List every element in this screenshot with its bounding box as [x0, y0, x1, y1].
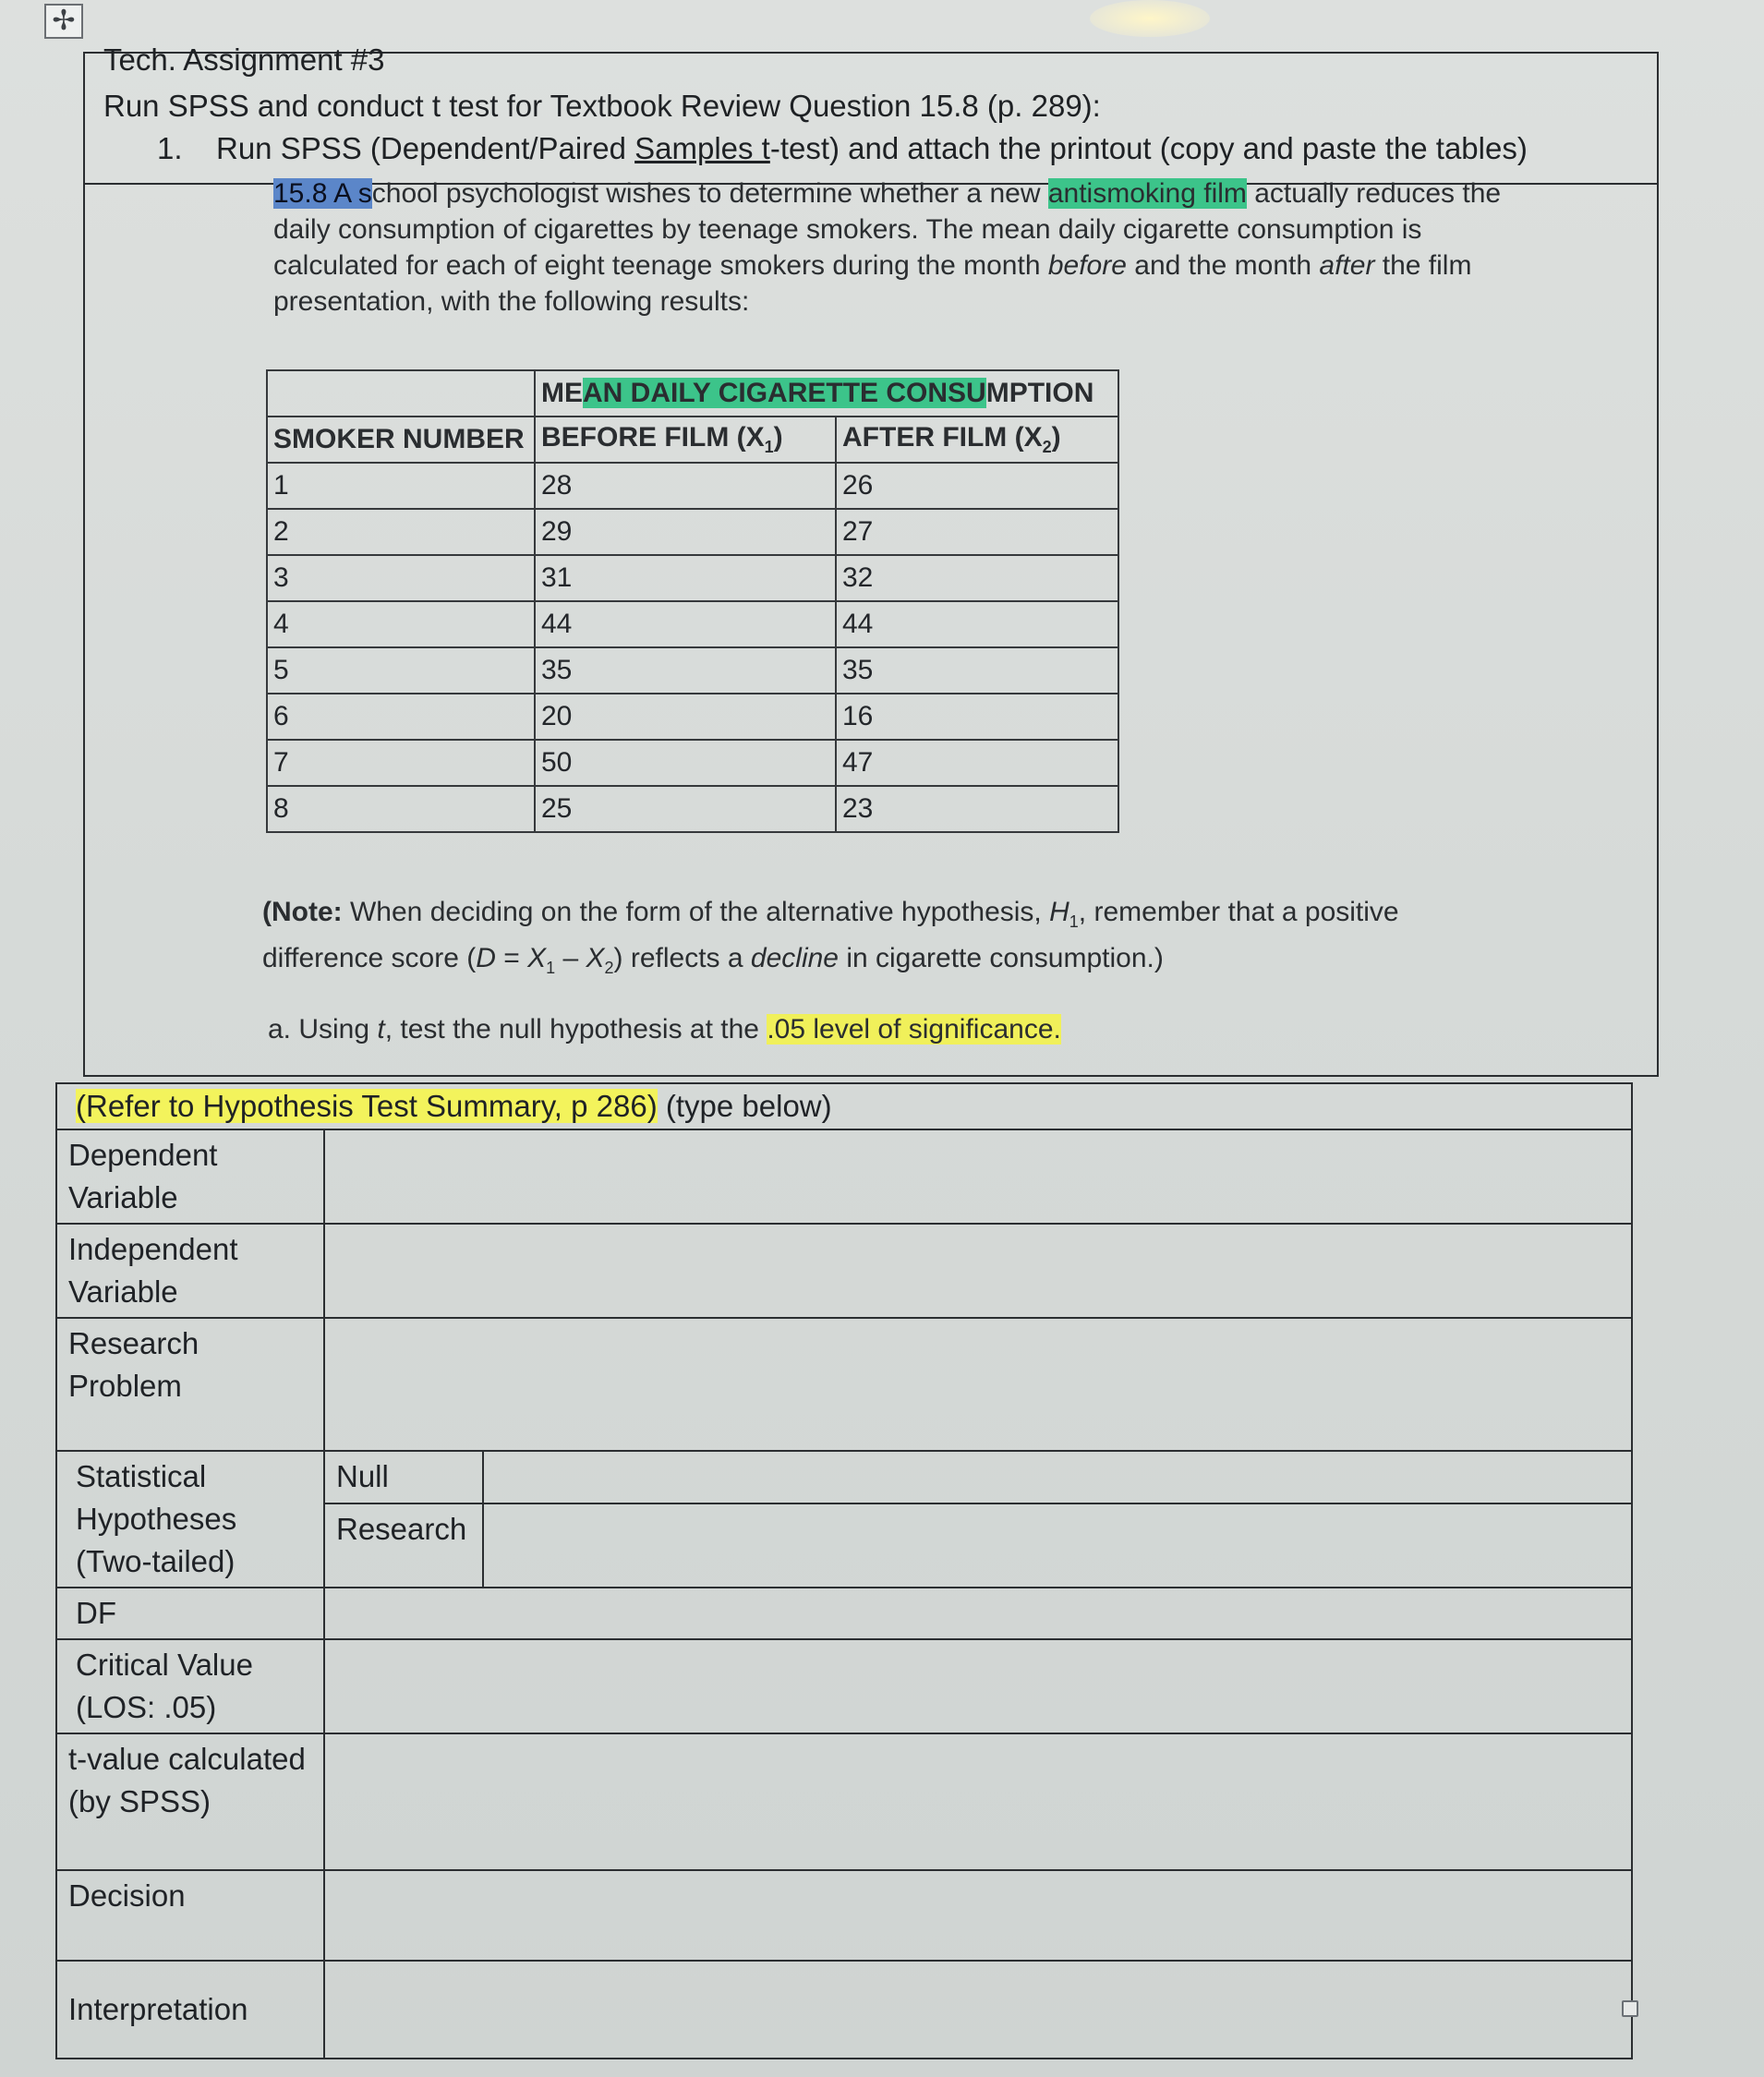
col-header-smoker: SMOKER NUMBER [267, 417, 535, 463]
table-column-header-row [267, 417, 1118, 463]
note-x2: X [586, 943, 605, 973]
note-x1-sub: 1 [546, 959, 556, 977]
smoker-number: 5 [267, 647, 535, 694]
question-a-prefix: a. Using [268, 1014, 378, 1045]
after-value: 44 [836, 601, 1118, 647]
hypothesis-note [262, 894, 1481, 986]
dependent-answer-field[interactable] [324, 1129, 1632, 1224]
table-row [267, 509, 1118, 555]
col-after-paren: ) [1051, 422, 1061, 453]
step-text-underlined: Samples t [634, 131, 770, 165]
independent-label: Independent Variable [56, 1224, 324, 1318]
note-decline: decline [750, 943, 839, 973]
decision-label: Decision [56, 1870, 324, 1961]
problem-text-1: chool psychologist wishes to determine whether a new [371, 178, 1048, 209]
note-text-4: in cigarette consumption.) [838, 943, 1164, 973]
smoker-number: 1 [267, 463, 535, 509]
col-header-after [836, 417, 1118, 463]
before-value: 28 [535, 463, 836, 509]
before-value: 29 [535, 509, 836, 555]
smoker-number: 8 [267, 786, 535, 832]
null-hypothesis-row [56, 1451, 1632, 1503]
interpretation-label: Interpretation [56, 1961, 324, 2059]
question-a-t: t [377, 1014, 385, 1045]
col-header-before [535, 417, 836, 463]
problem-statement [273, 175, 1529, 320]
table-group-header-row [267, 370, 1118, 417]
independent-row [56, 1224, 1632, 1318]
problem-number: 15.8 A s [273, 178, 372, 209]
col-before-sub: 1 [764, 438, 774, 456]
research-answer-field[interactable] [483, 1503, 1632, 1588]
smoker-number: 6 [267, 694, 535, 740]
t-value-answer-field[interactable] [324, 1733, 1632, 1870]
note-minus: – [555, 943, 586, 973]
table-row [267, 601, 1118, 647]
col-before-label: BEFORE FILM (X [541, 422, 765, 453]
problem-highlight: antismoking film [1047, 178, 1247, 209]
smoker-number: 7 [267, 740, 535, 786]
question-a [268, 1014, 1061, 1045]
before-word: before [1047, 250, 1127, 281]
step-text-b: -test) and attach the printout (copy and paste the tables) [769, 131, 1528, 165]
table-row [267, 555, 1118, 601]
smoker-number: 3 [267, 555, 535, 601]
table-corner-cell [267, 370, 535, 417]
research-problem-row [56, 1318, 1632, 1451]
after-value: 16 [836, 694, 1118, 740]
research-problem-label: Research Problem [56, 1318, 324, 1451]
critical-value-label: Critical Value (LOS: .05) [56, 1639, 324, 1733]
refer-highlight: (Refer to Hypothesis Test Summary, p 286) [76, 1089, 658, 1123]
note-h-sub: 1 [1069, 912, 1079, 931]
critical-value-row [56, 1639, 1632, 1733]
refer-row [56, 1083, 1632, 1129]
table-row [267, 786, 1118, 832]
col-before-paren: ) [773, 422, 783, 453]
group-header-cell [535, 370, 1118, 417]
df-label: DF [56, 1588, 324, 1639]
problem-text-2: actually reduces the daily consumption of cigarettes by teenage smokers. The mean daily cigarette consumption is calculated for each of eight teenage smokers during the month [273, 178, 1502, 281]
table-move-handle-icon[interactable]: ✢ [44, 4, 83, 39]
table-resize-handle-icon[interactable] [1622, 2000, 1638, 2017]
consumption-table [266, 369, 1119, 833]
refer-rest: (type below) [657, 1089, 832, 1123]
after-word: after [1319, 250, 1375, 281]
after-value: 23 [836, 786, 1118, 832]
research-label: Research [324, 1503, 483, 1588]
interpretation-answer-field[interactable] [324, 1961, 1632, 2059]
after-value: 47 [836, 740, 1118, 786]
research-problem-answer-field[interactable] [324, 1318, 1632, 1451]
statistical-hypotheses-label: Statistical Hypotheses (Two-tailed) [56, 1451, 324, 1588]
note-x2-sub: 2 [604, 959, 614, 977]
problem-text-4: the film presentation, with the following results: [273, 250, 1472, 317]
refer-cell [56, 1083, 1632, 1129]
table-row [267, 463, 1118, 509]
note-label: (Note: [262, 897, 343, 927]
after-value: 32 [836, 555, 1118, 601]
table-row [267, 740, 1118, 786]
table-row [267, 694, 1118, 740]
hypothesis-summary-table [55, 1082, 1633, 2059]
table-row [267, 647, 1118, 694]
smoker-number: 4 [267, 601, 535, 647]
dependent-label: Dependent Variable [56, 1129, 324, 1224]
before-value: 25 [535, 786, 836, 832]
light-glare [1090, 0, 1210, 37]
step-number: 1. [157, 131, 183, 165]
note-h: H [1049, 897, 1069, 927]
critical-value-answer-field[interactable] [324, 1639, 1632, 1733]
note-eq: = [495, 943, 528, 973]
df-row [56, 1588, 1632, 1639]
note-x1: X [527, 943, 547, 973]
note-text-1: When deciding on the form of the alternative hypothesis, [342, 897, 1050, 927]
null-answer-field[interactable] [483, 1451, 1632, 1503]
null-label: Null [324, 1451, 483, 1503]
before-value: 20 [535, 694, 836, 740]
dependent-row [56, 1129, 1632, 1224]
independent-answer-field[interactable] [324, 1224, 1632, 1318]
assignment-instruction: Run SPSS and conduct t test for Textbook Review Question 15.8 (p. 289): [103, 89, 1101, 123]
before-value: 44 [535, 601, 836, 647]
question-a-mid: , test the null hypothesis at the [384, 1014, 767, 1045]
problem-text-3: and the month [1126, 250, 1320, 281]
decision-answer-field[interactable] [324, 1870, 1632, 1961]
col-after-label: AFTER FILM (X [842, 422, 1043, 453]
decision-row [56, 1870, 1632, 1961]
t-value-label: t-value calculated (by SPSS) [56, 1733, 324, 1870]
after-value: 35 [836, 647, 1118, 694]
before-value: 50 [535, 740, 836, 786]
group-header-b: MPTION [985, 378, 1094, 408]
smoker-number: 2 [267, 509, 535, 555]
interpretation-row [56, 1961, 1632, 2059]
col-after-sub: 2 [1042, 438, 1052, 456]
note-text-2: , remember that a positive difference score ( [262, 897, 1399, 973]
after-value: 27 [836, 509, 1118, 555]
t-value-row [56, 1733, 1632, 1870]
before-value: 31 [535, 555, 836, 601]
group-header-a: ME [541, 378, 583, 408]
assignment-step-1 [157, 131, 1528, 166]
step-text-a: Run SPSS (Dependent/Paired [216, 131, 635, 165]
after-value: 26 [836, 463, 1118, 509]
note-d: D [476, 943, 496, 973]
before-value: 35 [535, 647, 836, 694]
question-a-highlight: .05 level of significance. [767, 1014, 1061, 1045]
note-text-3: ) reflects a [613, 943, 751, 973]
df-answer-field[interactable] [324, 1588, 1632, 1639]
group-header-highlight: AN DAILY CIGARETTE CONSU [583, 378, 986, 408]
assignment-title: Tech. Assignment #3 [103, 42, 385, 77]
